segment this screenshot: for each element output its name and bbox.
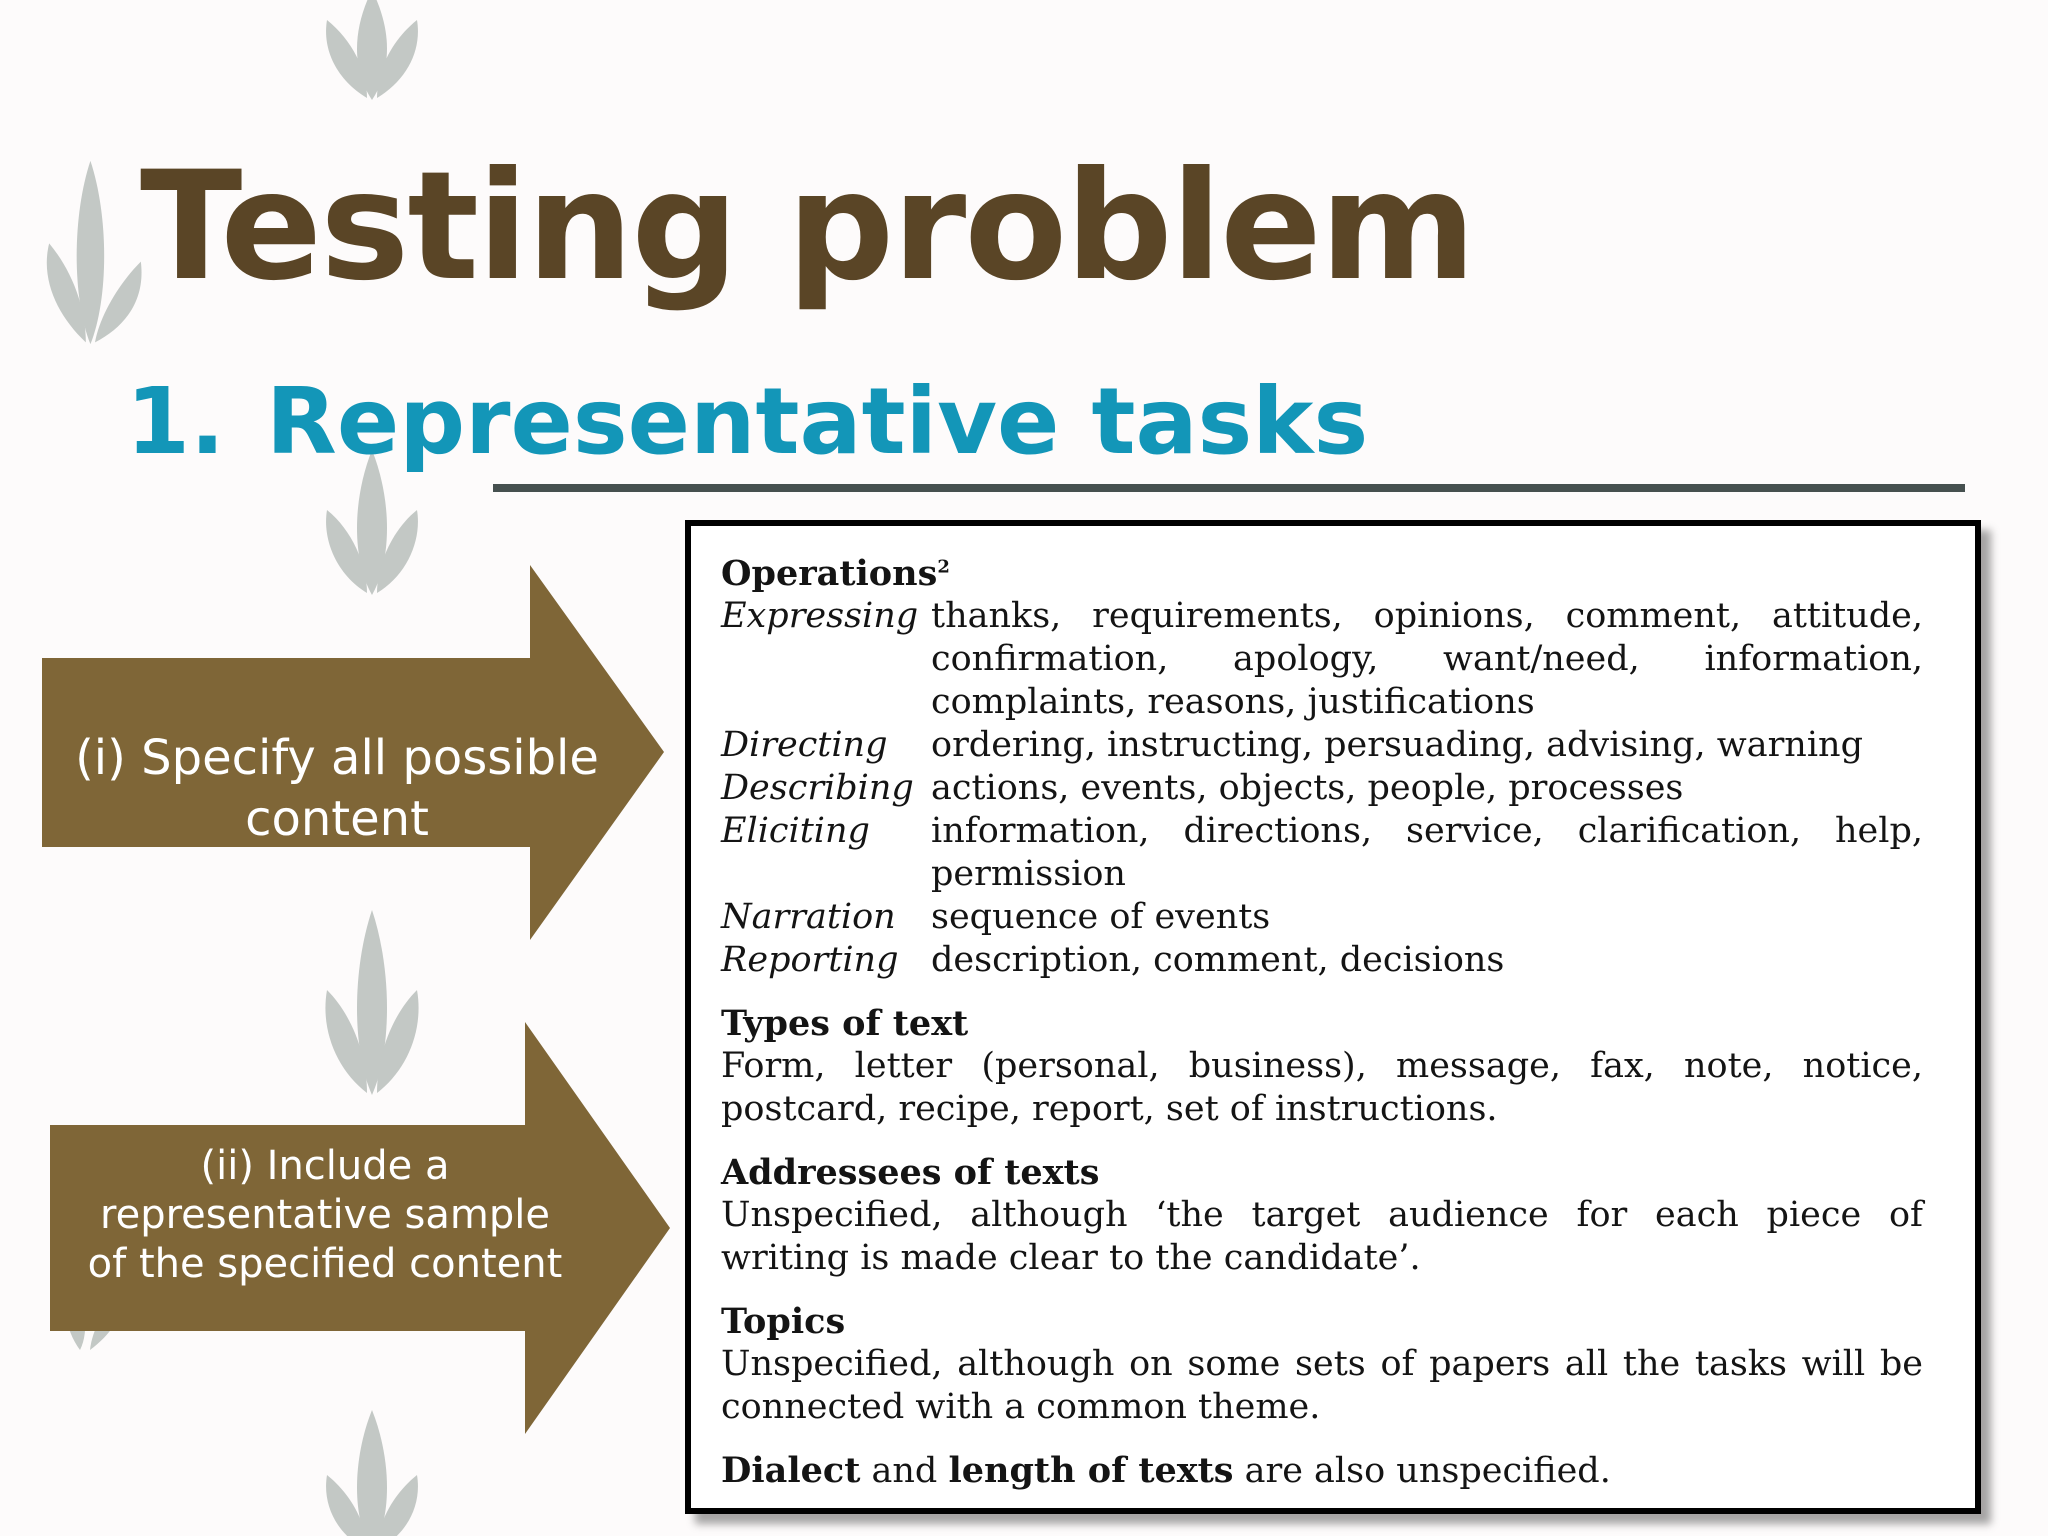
operation-desc: thanks, requirements, opinions, comment, attitude, confirmation, apology, want/need, information, complaints, reasons, justifications — [931, 596, 1923, 722]
title-divider — [493, 484, 1965, 492]
final-note-bold: length of texts — [948, 1450, 1234, 1491]
subtitle-number: 1. — [126, 368, 225, 475]
operation-desc: ordering, instructing, persuading, advising, warning — [931, 725, 1863, 765]
operations-heading-text: Operations — [721, 553, 938, 594]
arrow-label-line: representative sample — [100, 1192, 550, 1238]
addressees-heading: Addressees of texts — [721, 1152, 1100, 1193]
page-title: Testing problem — [140, 140, 1475, 314]
arrow-label — [50, 1142, 600, 1289]
subtitle-text: Representative tasks — [266, 368, 1369, 475]
arrow-include-sample — [50, 1022, 670, 1434]
operation-desc: sequence of events — [931, 897, 1271, 937]
operation-term: Describing — [721, 768, 914, 808]
arrow-specify-content — [42, 565, 664, 940]
addressees-text: Unspecified, although ‘the target audience for each piece of writing is made clear to the candidate’. — [721, 1195, 1923, 1278]
arrow-label — [42, 728, 632, 850]
specification-panel — [685, 520, 1981, 1514]
operation-desc: actions, events, objects, people, processes — [931, 768, 1684, 808]
final-note — [721, 1449, 1923, 1493]
arrow-label-line: (ii) Include a — [200, 1143, 450, 1189]
final-note-text: are also unspecified. — [1233, 1451, 1611, 1491]
operation-row — [721, 595, 1923, 724]
operation-row — [721, 767, 1923, 810]
arrow-label-line: (i) Specify all possible — [75, 730, 599, 786]
topics-text: Unspecified, although on some sets of papers all the tasks will be connected with a common theme. — [721, 1344, 1923, 1427]
operation-term: Directing — [721, 725, 888, 765]
arrow-label-line: of the specified content — [87, 1241, 563, 1287]
final-note-text: and — [860, 1451, 949, 1491]
leaf-decoration-icon — [312, 0, 432, 100]
operations-heading — [721, 552, 1923, 595]
operation-term: Narration — [721, 897, 896, 937]
final-note-bold: Dialect — [721, 1450, 861, 1491]
leaf-decoration-icon — [40, 160, 150, 345]
operation-term: Reporting — [721, 940, 899, 980]
operation-term: Expressing — [721, 596, 919, 636]
footnote-marker: 2 — [937, 556, 950, 578]
subtitle — [126, 368, 1369, 475]
types-heading: Types of text — [721, 1003, 969, 1044]
operation-term: Eliciting — [721, 811, 870, 851]
operation-row — [721, 724, 1923, 767]
operation-desc: information, directions, service, clarification, help, permission — [931, 811, 1923, 894]
arrow-label-line: content — [245, 791, 429, 847]
types-text: Form, letter (personal, business), message, fax, note, notice, postcard, recipe, report, set of instructions. — [721, 1046, 1923, 1129]
topics-heading: Topics — [721, 1301, 846, 1342]
operation-row — [721, 810, 1923, 896]
operation-row — [721, 896, 1923, 939]
operation-row — [721, 939, 1923, 982]
operation-desc: description, comment, decisions — [931, 940, 1505, 980]
